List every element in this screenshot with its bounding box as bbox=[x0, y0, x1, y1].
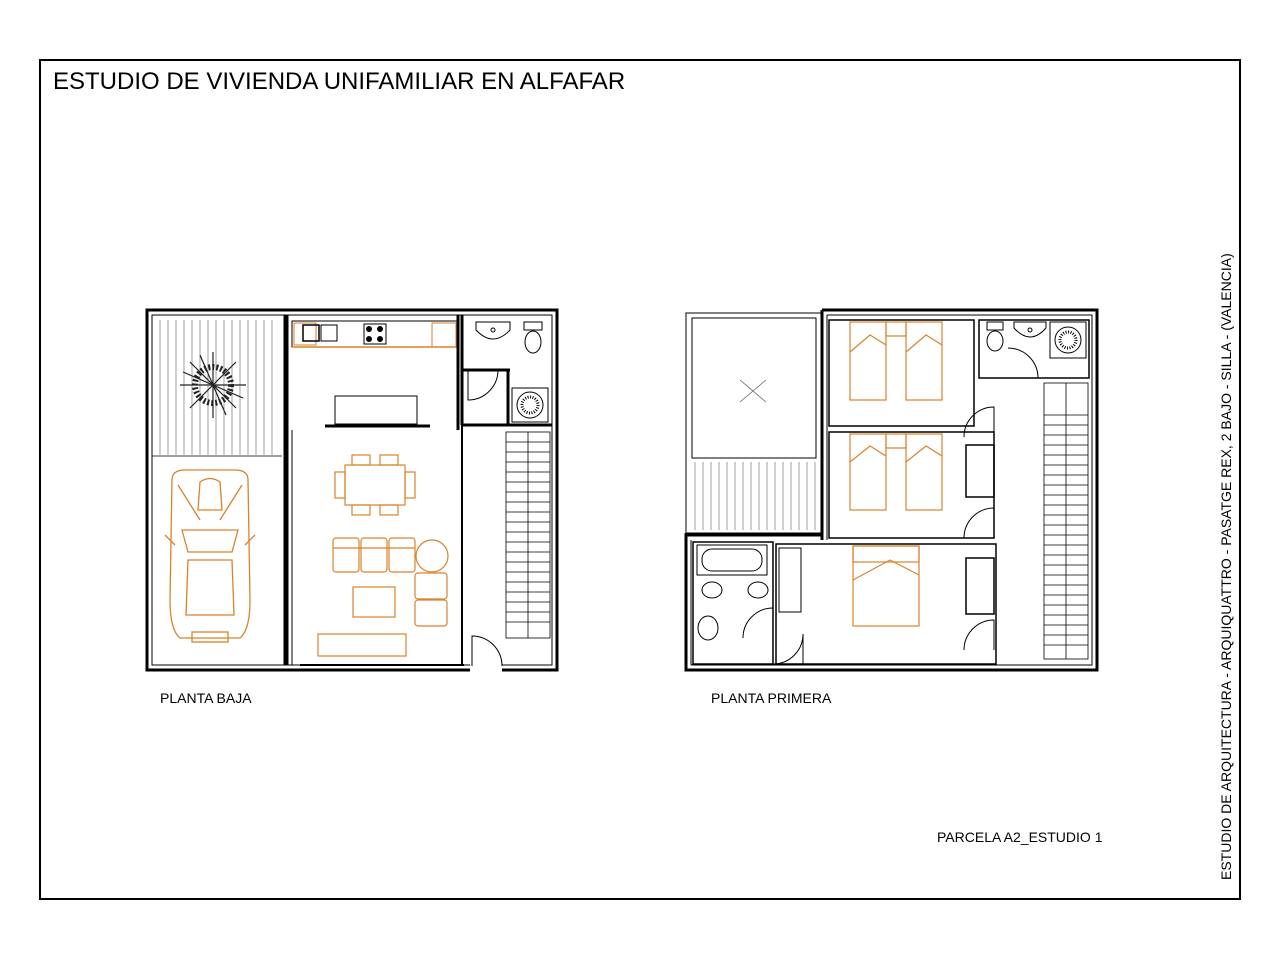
first-floor-outer-wall bbox=[686, 310, 1097, 670]
parcel-label: PARCELA A2_ESTUDIO 1 bbox=[937, 829, 1103, 845]
kitchen-counter bbox=[292, 321, 458, 347]
ground-toilet bbox=[524, 322, 542, 353]
first-washbasin bbox=[1014, 322, 1046, 337]
dining-table bbox=[335, 455, 415, 515]
first-floor-label: PLANTA PRIMERA bbox=[711, 690, 832, 706]
master-bed bbox=[853, 546, 919, 626]
cooktop bbox=[364, 324, 386, 344]
ground-shower bbox=[512, 388, 548, 422]
ground-floor-label: PLANTA BAJA bbox=[160, 690, 252, 706]
first-floor-void bbox=[692, 318, 816, 458]
car-symbol bbox=[165, 470, 255, 642]
bathtub bbox=[697, 545, 767, 575]
ground-floor-plan bbox=[147, 310, 557, 672]
kitchen-sink bbox=[303, 325, 319, 341]
sheet-title: ESTUDIO DE VIVIENDA UNIFAMILIAR EN ALFAFAR bbox=[53, 68, 626, 95]
ground-washbasin bbox=[476, 322, 510, 339]
first-stairs bbox=[1044, 383, 1088, 659]
ground-floor-outer-wall bbox=[147, 310, 557, 670]
garden-hatch bbox=[152, 320, 282, 456]
ground-stairs bbox=[506, 432, 550, 638]
ground-bath-door bbox=[468, 370, 498, 400]
first-toilet bbox=[987, 322, 1003, 351]
bedroom1-beds bbox=[850, 322, 942, 400]
bedroom2-beds bbox=[850, 434, 942, 510]
sofa-set bbox=[318, 538, 448, 656]
first-shower bbox=[1050, 322, 1086, 358]
terrace-hatch bbox=[695, 462, 815, 530]
first-floor-plan bbox=[686, 310, 1097, 670]
studio-side-note: ESTUDIO DE ARQUITECTURA - ARQUIQUATTRO - PASATGE REX, 2 BAJO - SILLA - (VALENCIA) bbox=[1218, 253, 1234, 880]
kitchen-island bbox=[325, 396, 430, 426]
tree-symbol bbox=[180, 352, 246, 418]
bidet-toilet bbox=[698, 582, 768, 640]
sheet-border bbox=[40, 60, 1240, 899]
